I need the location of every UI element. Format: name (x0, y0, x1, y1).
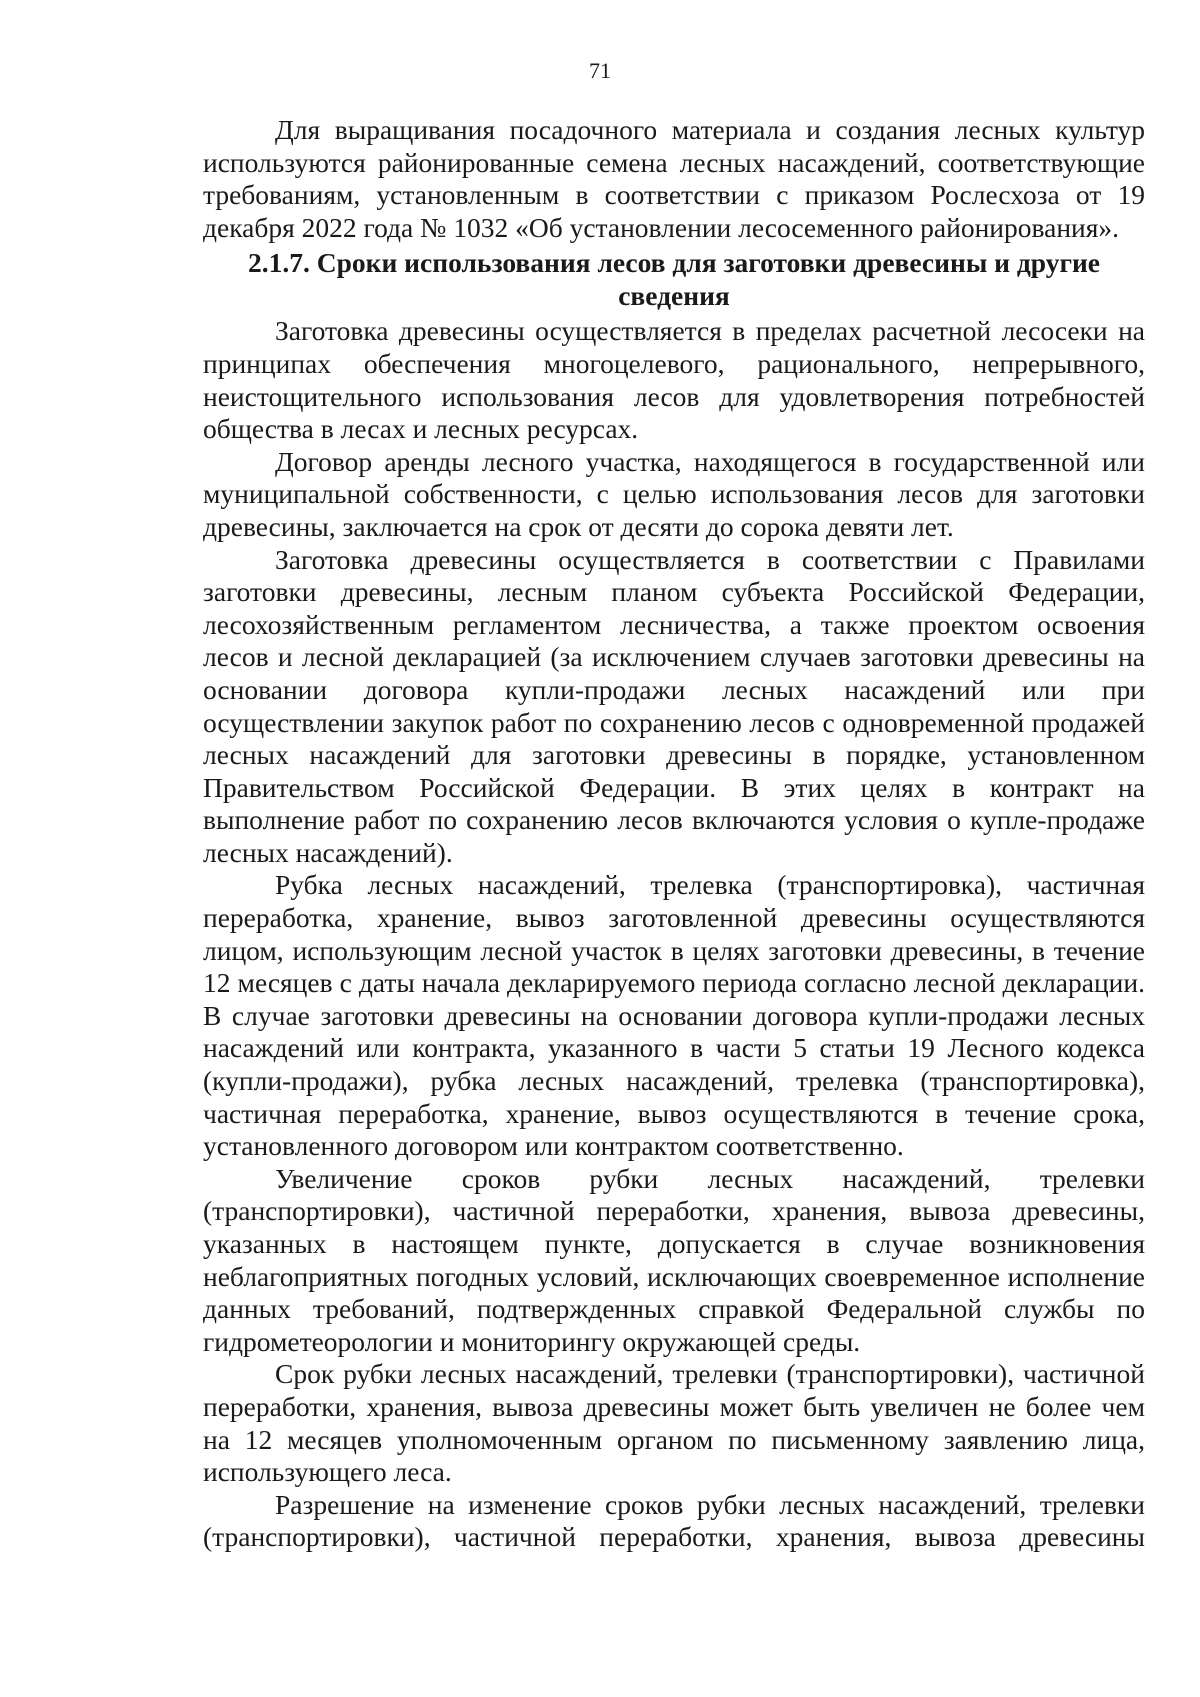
paragraph-extension-term: Срок рубки лесных насаждений, трелевки (транспортировки), частичной переработки, хранения, вывоза древесины может быть увеличен не более чем на 12 месяцев уполномоченным органом по письменному заявлению лица, использующего леса. (203, 1358, 1145, 1488)
paragraph-felling-period: Рубка лесных насаждений, трелевка (транспортировка), частичная переработка, хранение, вывоз заготовленной древесины осуществляются лицом, использующим лесной участок в целях заготовки древесины, в течение 12 месяцев с даты начала декларируемого периода согласно лесной декларации. В случае заготовки древесины на основании договора купли-продажи лесных насаждений или контракта, указанного в части 5 статьи 19 Лесного кодекса (купли-продажи), рубка лесных насаждений, трелевка (транспортировка), частичная переработка, хранение, вывоз осуществляются в течение срока, установленного договором или контрактом соответственно. (203, 869, 1145, 1162)
paragraph-extension-weather: Увеличение сроков рубки лесных насаждений, трелевки (транспортировки), частичной переработки, хранения, вывоза древесины, указанных в настоящем пункте, допускается в случае возникновения неблагоприятных погодных условий, исключающих своевременное исполнение данных требований, подтвержденных справкой Федеральной службы по гидрометеорологии и мониторингу окружающей среды. (203, 1162, 1145, 1357)
paragraph-seeds: Для выращивания посадочного материала и создания лесных культур используются районированные семена лесных насаждений, соответствующие требованиям, установленным в соответствии с приказом Рослесхоза от 19 декабря 2022 года № 1032 «Об установлении лесосеменного районирования». (203, 114, 1145, 243)
document-body (203, 114, 1145, 1554)
paragraph-harvest-limits: Заготовка древесины осуществляется в пределах расчетной лесосеки на принципах обеспечения многоцелевого, рационального, непрерывного, неистощительного использования лесов для удовлетворения потребностей общества в лесах и лесных ресурсах. (203, 315, 1145, 445)
paragraph-permission: Разрешение на изменение сроков рубки лесных насаждений, трелевки (транспортировки), частичной переработки, хранения, вывоза древесины (203, 1488, 1145, 1553)
paragraph-harvest-rules: Заготовка древесины осуществляется в соответствии с Правилами заготовки древесины, лесным планом субъекта Российской Федерации, лесохозяйственным регламентом лесничества, а также проектом освоения лесов и лесной декларацией (за исключением случаев заготовки древесины на основании договора купли-продажи лесных насаждений или при осуществлении закупок работ по сохранению лесов с одновременной продажей лесных насаждений для заготовки древесины в порядке, установленном Правительством Российской Федерации. В этих целях в контракт на выполнение работ по сохранению лесов включаются условия о купле-продаже лесных насаждений). (203, 543, 1145, 868)
section-heading: 2.1.7. Сроки использования лесов для заготовки древесины и другие сведения (247, 247, 1101, 312)
page-number: 71 (589, 58, 611, 83)
paragraph-lease-term: Договор аренды лесного участка, находящегося в государственной или муниципальной собственности, с целью использования лесов для заготовки древесины, заключается на срок от десяти до сорока девяти лет. (203, 445, 1145, 542)
